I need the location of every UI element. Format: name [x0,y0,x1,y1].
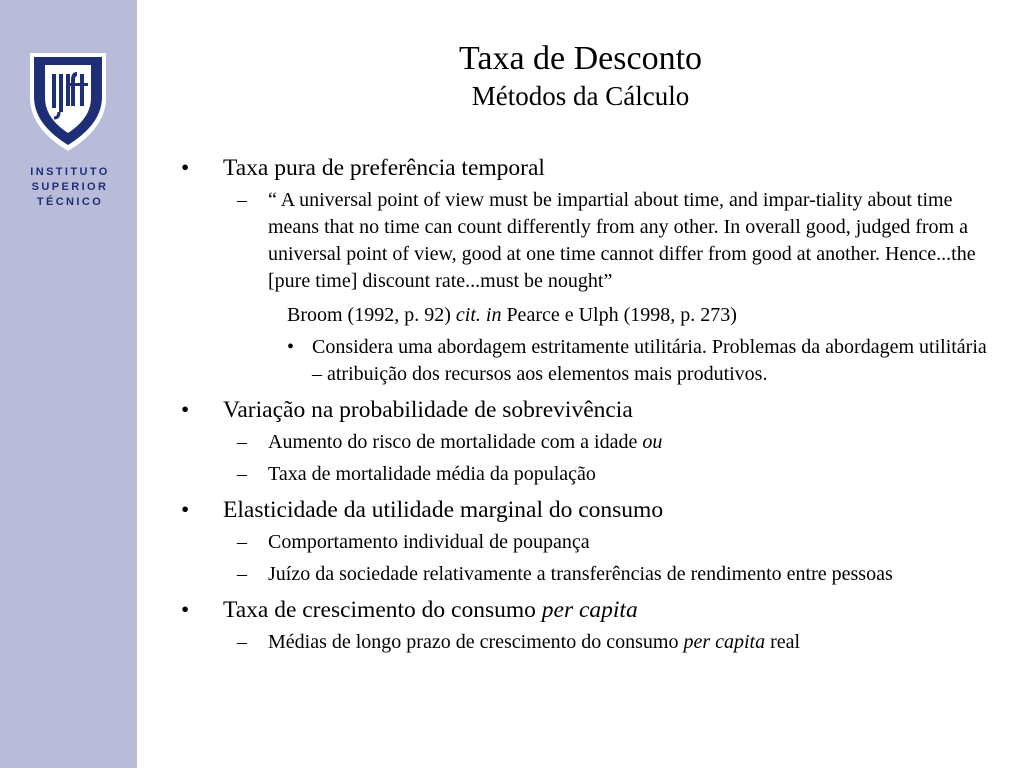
bullet-icon: • [181,155,190,181]
slide-title: Taxa de Desconto [458,40,703,77]
dash-icon: – [237,189,247,211]
dash-icon: – [237,463,247,485]
sub-bullet-text: Taxa de mortalidade média da população [268,463,596,485]
sub-bullet-item [181,429,991,456]
bullet-icon: • [287,336,295,358]
sub-bullet-text: Médias de longo prazo de crescimento do consumo [268,631,684,653]
citation-part-3: Pearce e Ulph (1998, p. 273) [501,304,737,326]
dash-icon: – [237,563,247,585]
bullet-icon: • [181,597,190,623]
citation [181,302,991,329]
sub-bullet-item [181,629,991,656]
dash-icon: – [237,431,247,453]
bullet-text: Taxa de crescimento do consumo [223,597,542,623]
bullet-icon: • [181,497,190,523]
sidebar [0,0,137,768]
sub-bullet-item [181,187,991,295]
quote-text: “ A universal point of view must be impartial about time, and impar-tiality about time means that no time can count differently from any other. In overall good, judged from a universal point of view, good at one time cannot differ from good at another. Hence...the [pure time] discount rate...must be nought” [268,189,976,292]
bullet-emphasis: per capita [541,597,638,623]
dash-icon: – [237,631,247,653]
bullet-text: Variação na probabilidade de sobrevivência [223,397,633,423]
dash-icon: – [237,531,247,553]
logo-line-2: SUPERIOR [31,181,109,193]
citation-part-1: Broom (1992, p. 92) [287,304,456,326]
sub-bullet-text: Juízo da sociedade relativamente a transferências de rendimento entre pessoas [268,563,893,585]
bullet-item [181,596,991,624]
sub-bullet-item [181,461,991,488]
bullet-item [181,396,991,424]
bullet-icon: • [181,397,190,423]
bullet-item [181,496,991,524]
logo-line-3: TÉCNICO [36,196,104,208]
citation-part-2: cit. in [455,304,502,326]
logo-line-1: INSTITUTO [30,166,110,178]
ist-shield-logo-icon [29,52,107,152]
sub-sub-bullet-item [181,334,991,388]
slide-content [181,146,991,656]
sub-bullet-text: Comportamento individual de poupança [268,531,590,553]
bullet-item [181,154,991,182]
sub-sub-bullet-text: Considera uma abordagem estritamente utilitária. Problemas da abordagem utilitária – atribuição dos recursos aos elementos mais produtivos. [312,336,987,385]
sub-bullet-emphasis: per capita [683,631,766,653]
title-block [137,38,1024,112]
sub-bullet-tail: real [765,631,801,653]
bullet-text: Taxa pura de preferência temporal [223,155,545,181]
sub-bullet-item [181,561,991,588]
sub-bullet-text: Aumento do risco de mortalidade com a idade [268,431,643,453]
slide-subtitle: Métodos da Cálculo [471,81,690,111]
bullet-text: Elasticidade da utilidade marginal do consumo [223,497,664,523]
sub-bullet-item [181,529,991,556]
institution-name [20,165,120,210]
sub-bullet-emphasis: ou [642,431,663,453]
